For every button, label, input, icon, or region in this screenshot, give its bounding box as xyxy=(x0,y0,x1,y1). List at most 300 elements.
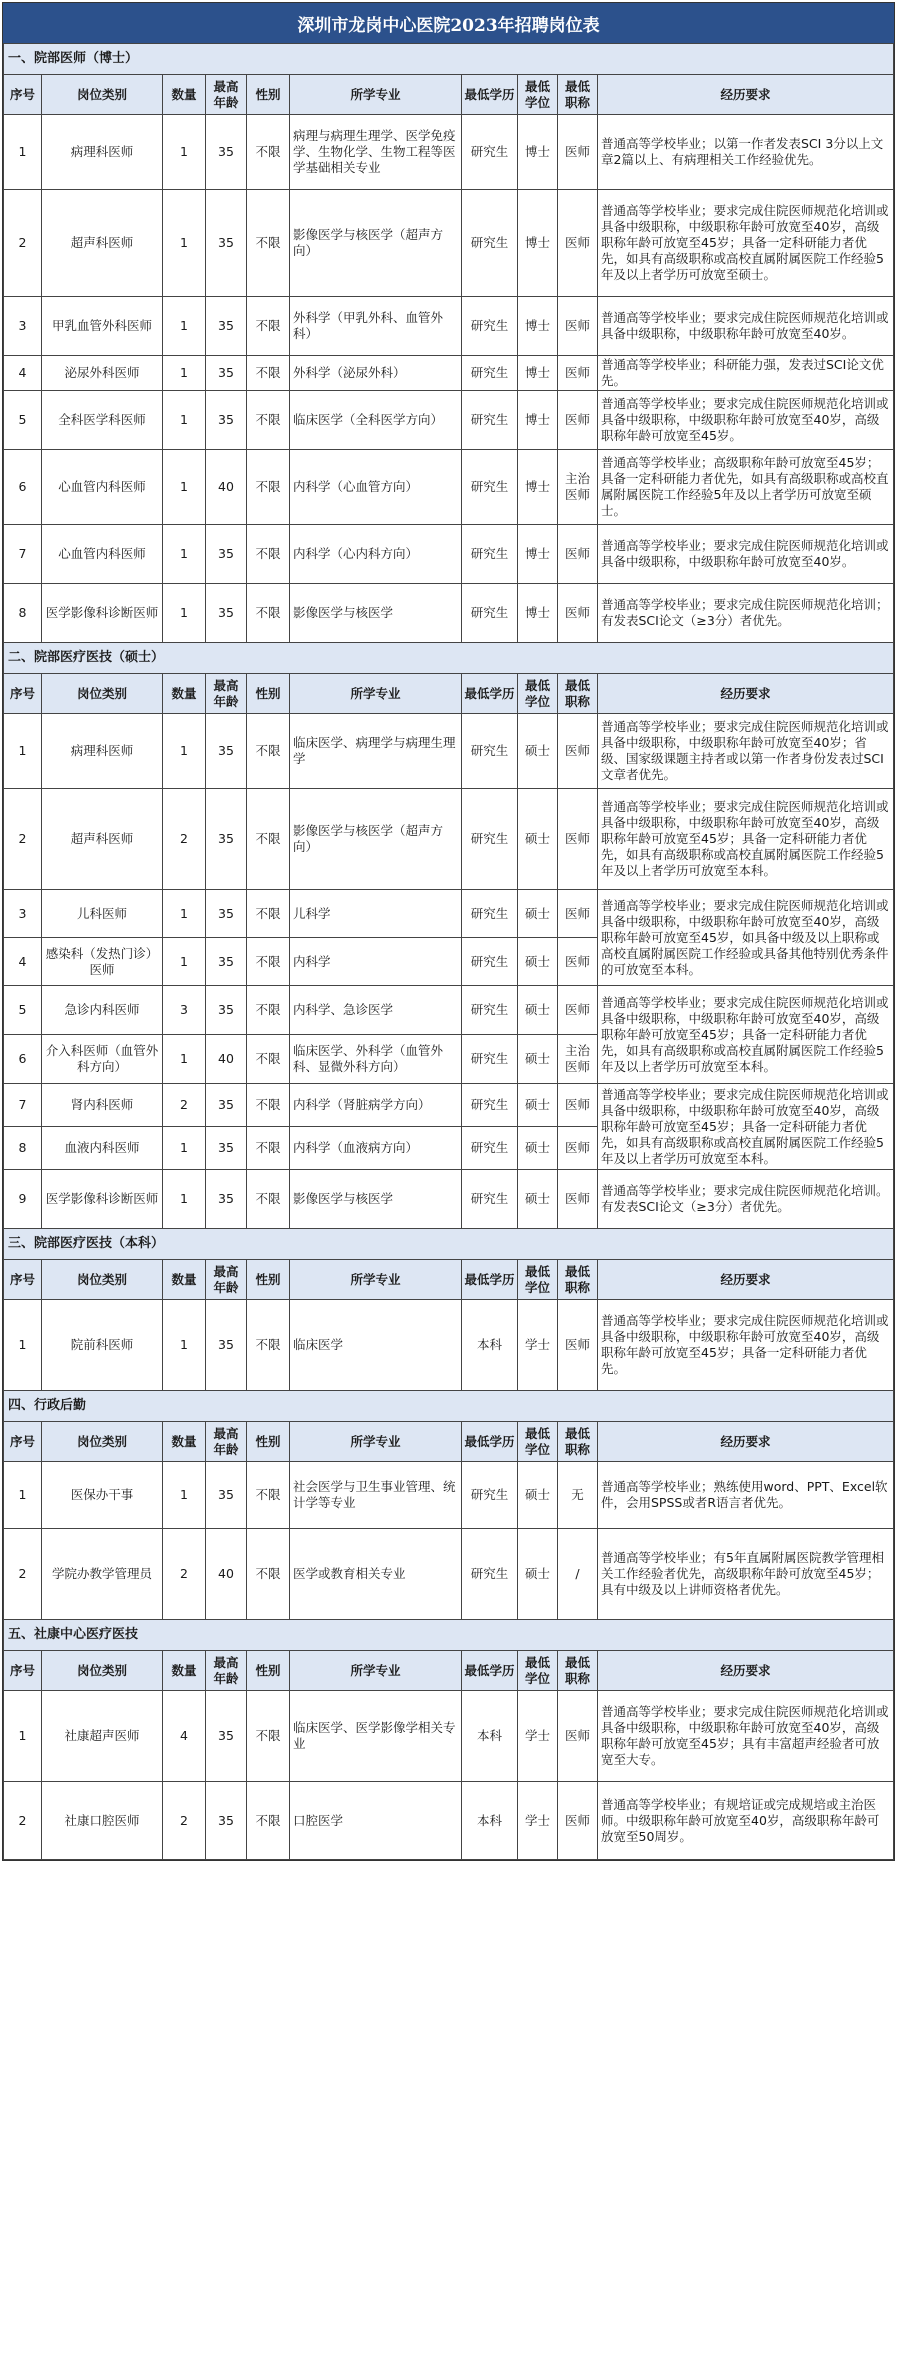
job-count: 3 xyxy=(163,986,206,1035)
gender: 不限 xyxy=(247,1529,290,1620)
min-education: 研究生 xyxy=(462,986,518,1035)
gender: 不限 xyxy=(247,297,290,356)
min-education: 研究生 xyxy=(462,391,518,450)
header-count: 数量 xyxy=(163,1422,206,1462)
table-row xyxy=(4,714,894,789)
recruitment-document xyxy=(2,2,895,1861)
section-title: 一、院部医师（博士） xyxy=(4,44,894,75)
max-age: 35 xyxy=(206,1170,247,1229)
header-number: 序号 xyxy=(4,75,42,115)
min-education: 研究生 xyxy=(462,297,518,356)
job-count: 1 xyxy=(163,890,206,938)
min-education: 研究生 xyxy=(462,584,518,643)
job-count: 2 xyxy=(163,789,206,890)
max-age: 35 xyxy=(206,1127,247,1170)
job-category: 心血管内科医师 xyxy=(42,450,163,525)
min-degree: 硕士 xyxy=(518,1462,558,1529)
header-education: 最低学历 xyxy=(462,1260,518,1300)
gender: 不限 xyxy=(247,450,290,525)
min-education: 研究生 xyxy=(462,1170,518,1229)
row-number: 2 xyxy=(4,1529,42,1620)
major: 内科学（血液病方向） xyxy=(290,1127,462,1170)
job-category: 全科医学科医师 xyxy=(42,391,163,450)
max-age: 35 xyxy=(206,584,247,643)
header-max-age: 最高年龄 xyxy=(206,1422,247,1462)
min-title: 主治医师 xyxy=(558,1035,598,1084)
table-row xyxy=(4,190,894,297)
job-category: 心血管内科医师 xyxy=(42,525,163,584)
header-major: 所学专业 xyxy=(290,75,462,115)
major: 内科学（肾脏病学方向） xyxy=(290,1084,462,1127)
experience-requirement: 普通高等学校毕业；高级职称年龄可放宽至45岁；具备一定科研能力者优先，如具有高级职称或高校直属附属医院工作经验5年及以上者学历可放宽至硕士。 xyxy=(598,450,894,525)
max-age: 35 xyxy=(206,1462,247,1529)
gender: 不限 xyxy=(247,391,290,450)
header-max-age: 最高年龄 xyxy=(206,674,247,714)
min-degree: 硕士 xyxy=(518,714,558,789)
header-education: 最低学历 xyxy=(462,1651,518,1691)
min-title: 医师 xyxy=(558,938,598,986)
header-degree: 最低学位 xyxy=(518,1651,558,1691)
min-degree: 硕士 xyxy=(518,1084,558,1127)
experience-requirement: 普通高等学校毕业；要求完成住院医师规范化培训或具备中级职称，中级职称年龄可放宽至40岁，高级职称年龄可放宽至45岁；具备一定科研能力者优先，如具有高级职称或高校直属附属医院工作经验5年及以上者学历可放宽至硕士。 xyxy=(598,190,894,297)
section-title: 三、院部医疗医技（本科） xyxy=(4,1229,894,1260)
section-title: 四、行政后勤 xyxy=(4,1391,894,1422)
row-number: 3 xyxy=(4,890,42,938)
max-age: 35 xyxy=(206,1782,247,1860)
min-degree: 硕士 xyxy=(518,1170,558,1229)
job-category: 超声科医师 xyxy=(42,190,163,297)
major: 临床医学、病理学与病理生理学 xyxy=(290,714,462,789)
major: 内科学、急诊医学 xyxy=(290,986,462,1035)
job-count: 1 xyxy=(163,938,206,986)
min-title: / xyxy=(558,1529,598,1620)
header-requirements: 经历要求 xyxy=(598,674,894,714)
job-category: 病理科医师 xyxy=(42,115,163,190)
row-number: 9 xyxy=(4,1170,42,1229)
header-job-category: 岗位类别 xyxy=(42,674,163,714)
min-title: 医师 xyxy=(558,356,598,391)
section-title: 五、社康中心医疗医技 xyxy=(4,1620,894,1651)
max-age: 35 xyxy=(206,356,247,391)
header-requirements: 经历要求 xyxy=(598,1651,894,1691)
gender: 不限 xyxy=(247,190,290,297)
row-number: 2 xyxy=(4,789,42,890)
table-row xyxy=(4,584,894,643)
row-number: 3 xyxy=(4,297,42,356)
min-degree: 博士 xyxy=(518,525,558,584)
min-title: 医师 xyxy=(558,890,598,938)
gender: 不限 xyxy=(247,525,290,584)
job-count: 4 xyxy=(163,1691,206,1782)
min-degree: 硕士 xyxy=(518,1127,558,1170)
experience-requirement: 普通高等学校毕业；有5年直属附属医院教学管理相关工作经验者优先，高级职称年龄可放宽至45岁；具有中级及以上讲师资格者优先。 xyxy=(598,1529,894,1620)
row-number: 1 xyxy=(4,714,42,789)
gender: 不限 xyxy=(247,1170,290,1229)
min-degree: 硕士 xyxy=(518,890,558,938)
min-degree: 博士 xyxy=(518,356,558,391)
min-education: 研究生 xyxy=(462,115,518,190)
row-number: 8 xyxy=(4,1127,42,1170)
table-row xyxy=(4,1782,894,1860)
max-age: 35 xyxy=(206,789,247,890)
gender: 不限 xyxy=(247,1691,290,1782)
job-count: 1 xyxy=(163,584,206,643)
job-category: 超声科医师 xyxy=(42,789,163,890)
header-max-age: 最高年龄 xyxy=(206,1260,247,1300)
min-degree: 学士 xyxy=(518,1782,558,1860)
header-title: 最低职称 xyxy=(558,674,598,714)
table-row xyxy=(4,789,894,890)
job-count: 1 xyxy=(163,297,206,356)
header-title: 最低职称 xyxy=(558,1651,598,1691)
min-degree: 博士 xyxy=(518,297,558,356)
min-degree: 硕士 xyxy=(518,986,558,1035)
section-header xyxy=(4,1620,894,1651)
min-education: 研究生 xyxy=(462,525,518,584)
min-title: 医师 xyxy=(558,115,598,190)
major: 内科学（心内科方向） xyxy=(290,525,462,584)
job-count: 1 xyxy=(163,190,206,297)
experience-requirement: 普通高等学校毕业；要求完成住院医师规范化培训或具备中级职称，中级职称年龄可放宽至40岁，高级职称年龄可放宽至45岁；具有丰富超声经验者可放宽至大专。 xyxy=(598,1691,894,1782)
max-age: 35 xyxy=(206,525,247,584)
row-number: 1 xyxy=(4,1691,42,1782)
table-row xyxy=(4,1462,894,1529)
row-number: 4 xyxy=(4,356,42,391)
min-education: 研究生 xyxy=(462,890,518,938)
section-header xyxy=(4,44,894,75)
experience-requirement: 普通高等学校毕业；熟练使用word、PPT、Excel软件，会用SPSS或者R语言者优先。 xyxy=(598,1462,894,1529)
header-degree: 最低学位 xyxy=(518,1260,558,1300)
min-education: 研究生 xyxy=(462,714,518,789)
min-degree: 博士 xyxy=(518,450,558,525)
min-title: 主治医师 xyxy=(558,450,598,525)
min-degree: 博士 xyxy=(518,115,558,190)
max-age: 35 xyxy=(206,391,247,450)
row-number: 6 xyxy=(4,450,42,525)
min-degree: 硕士 xyxy=(518,789,558,890)
min-title: 医师 xyxy=(558,1170,598,1229)
header-major: 所学专业 xyxy=(290,1260,462,1300)
min-education: 研究生 xyxy=(462,938,518,986)
experience-requirement: 普通高等学校毕业；要求完成住院医师规范化培训或具备中级职称，中级职称年龄可放宽至40岁，高级职称年龄可放宽至45岁；具备一定科研能力者优先，如具有高级职称或高校直属附属医院工作经验5年及以上者学历可放宽至本科。 xyxy=(598,789,894,890)
document-title: 深圳市龙岗中心医院2023年招聘岗位表 xyxy=(3,3,894,43)
header-education: 最低学历 xyxy=(462,674,518,714)
experience-requirement: 普通高等学校毕业；要求完成住院医师规范化培训或具备中级职称，中级职称年龄可放宽至40岁，高级职称年龄可放宽至45岁，如具备中级及以上职称或高校直属附属医院工作经验或具备其他特别优秀条件的可放宽至本科。 xyxy=(598,890,894,986)
max-age: 35 xyxy=(206,890,247,938)
header-count: 数量 xyxy=(163,674,206,714)
table-row xyxy=(4,115,894,190)
section-header xyxy=(4,643,894,674)
table-row xyxy=(4,391,894,450)
min-title: 医师 xyxy=(558,297,598,356)
job-count: 1 xyxy=(163,450,206,525)
job-category: 医保办干事 xyxy=(42,1462,163,1529)
row-number: 1 xyxy=(4,1300,42,1391)
gender: 不限 xyxy=(247,986,290,1035)
min-title: 医师 xyxy=(558,789,598,890)
major: 外科学（泌尿外科） xyxy=(290,356,462,391)
job-count: 1 xyxy=(163,391,206,450)
major: 口腔医学 xyxy=(290,1782,462,1860)
major: 临床医学、外科学（血管外科、显微外科方向） xyxy=(290,1035,462,1084)
header-title: 最低职称 xyxy=(558,75,598,115)
header-number: 序号 xyxy=(4,1651,42,1691)
job-table xyxy=(3,43,894,1860)
row-number: 7 xyxy=(4,1084,42,1127)
gender: 不限 xyxy=(247,1462,290,1529)
min-degree: 硕士 xyxy=(518,1035,558,1084)
job-count: 1 xyxy=(163,356,206,391)
header-gender: 性别 xyxy=(247,1651,290,1691)
row-number: 7 xyxy=(4,525,42,584)
job-category: 肾内科医师 xyxy=(42,1084,163,1127)
row-number: 2 xyxy=(4,1782,42,1860)
job-category: 病理科医师 xyxy=(42,714,163,789)
job-category: 甲乳血管外科医师 xyxy=(42,297,163,356)
major: 医学或教育相关专业 xyxy=(290,1529,462,1620)
experience-requirement: 普通高等学校毕业；要求完成住院医师规范化培训；有发表SCI论文（≥3分）者优先。 xyxy=(598,584,894,643)
table-row xyxy=(4,1170,894,1229)
header-gender: 性别 xyxy=(247,75,290,115)
header-gender: 性别 xyxy=(247,1422,290,1462)
gender: 不限 xyxy=(247,1084,290,1127)
header-job-category: 岗位类别 xyxy=(42,75,163,115)
header-requirements: 经历要求 xyxy=(598,1422,894,1462)
gender: 不限 xyxy=(247,714,290,789)
min-title: 医师 xyxy=(558,1782,598,1860)
row-number: 5 xyxy=(4,391,42,450)
job-category: 儿科医师 xyxy=(42,890,163,938)
job-count: 1 xyxy=(163,1035,206,1084)
header-number: 序号 xyxy=(4,1422,42,1462)
major: 影像医学与核医学（超声方向） xyxy=(290,789,462,890)
min-education: 本科 xyxy=(462,1782,518,1860)
job-category: 社康超声医师 xyxy=(42,1691,163,1782)
table-row xyxy=(4,1691,894,1782)
experience-requirement: 普通高等学校毕业；科研能力强，发表过SCI论文优先。 xyxy=(598,356,894,391)
table-row xyxy=(4,890,894,938)
experience-requirement: 普通高等学校毕业；要求完成住院医师规范化培训或具备中级职称，中级职称年龄可放宽至40岁，高级职称年龄可放宽至45岁；具备一定科研能力者优先，如具有高级职称或高校直属附属医院工作经验5年及以上者学历可放宽至本科。 xyxy=(598,986,894,1084)
header-education: 最低学历 xyxy=(462,75,518,115)
min-education: 本科 xyxy=(462,1300,518,1391)
min-degree: 博士 xyxy=(518,391,558,450)
header-job-category: 岗位类别 xyxy=(42,1651,163,1691)
header-count: 数量 xyxy=(163,1651,206,1691)
major: 内科学 xyxy=(290,938,462,986)
gender: 不限 xyxy=(247,356,290,391)
gender: 不限 xyxy=(247,584,290,643)
max-age: 35 xyxy=(206,938,247,986)
min-education: 本科 xyxy=(462,1691,518,1782)
max-age: 35 xyxy=(206,297,247,356)
header-job-category: 岗位类别 xyxy=(42,1422,163,1462)
min-title: 医师 xyxy=(558,190,598,297)
min-title: 医师 xyxy=(558,525,598,584)
job-category: 医学影像科诊断医师 xyxy=(42,584,163,643)
job-category: 泌尿外科医师 xyxy=(42,356,163,391)
section-header xyxy=(4,1229,894,1260)
header-major: 所学专业 xyxy=(290,1422,462,1462)
header-max-age: 最高年龄 xyxy=(206,1651,247,1691)
job-count: 2 xyxy=(163,1084,206,1127)
max-age: 40 xyxy=(206,450,247,525)
job-count: 1 xyxy=(163,1462,206,1529)
gender: 不限 xyxy=(247,789,290,890)
row-number: 1 xyxy=(4,115,42,190)
experience-requirement: 普通高等学校毕业；要求完成住院医师规范化培训。有发表SCI论文（≥3分）者优先。 xyxy=(598,1170,894,1229)
header-degree: 最低学位 xyxy=(518,75,558,115)
job-count: 1 xyxy=(163,115,206,190)
max-age: 35 xyxy=(206,1691,247,1782)
table-row xyxy=(4,525,894,584)
header-count: 数量 xyxy=(163,75,206,115)
min-title: 医师 xyxy=(558,584,598,643)
min-degree: 硕士 xyxy=(518,938,558,986)
header-requirements: 经历要求 xyxy=(598,75,894,115)
header-gender: 性别 xyxy=(247,674,290,714)
major: 影像医学与核医学（超声方向） xyxy=(290,190,462,297)
header-title: 最低职称 xyxy=(558,1260,598,1300)
job-category: 社康口腔医师 xyxy=(42,1782,163,1860)
job-category: 医学影像科诊断医师 xyxy=(42,1170,163,1229)
min-degree: 博士 xyxy=(518,584,558,643)
max-age: 40 xyxy=(206,1529,247,1620)
min-degree: 学士 xyxy=(518,1691,558,1782)
header-number: 序号 xyxy=(4,674,42,714)
row-number: 8 xyxy=(4,584,42,643)
max-age: 40 xyxy=(206,1035,247,1084)
experience-requirement: 普通高等学校毕业；要求完成住院医师规范化培训或具备中级职称，中级职称年龄可放宽至40岁。 xyxy=(598,297,894,356)
gender: 不限 xyxy=(247,1300,290,1391)
header-requirements: 经历要求 xyxy=(598,1260,894,1300)
min-education: 研究生 xyxy=(462,1529,518,1620)
gender: 不限 xyxy=(247,938,290,986)
min-education: 研究生 xyxy=(462,1035,518,1084)
max-age: 35 xyxy=(206,986,247,1035)
header-major: 所学专业 xyxy=(290,1651,462,1691)
table-row xyxy=(4,1300,894,1391)
min-education: 研究生 xyxy=(462,450,518,525)
row-number: 2 xyxy=(4,190,42,297)
header-education: 最低学历 xyxy=(462,1422,518,1462)
min-title: 医师 xyxy=(558,1300,598,1391)
row-number: 1 xyxy=(4,1462,42,1529)
table-row xyxy=(4,986,894,1035)
gender: 不限 xyxy=(247,1127,290,1170)
job-category: 感染科（发热门诊）医师 xyxy=(42,938,163,986)
max-age: 35 xyxy=(206,714,247,789)
row-number: 5 xyxy=(4,986,42,1035)
min-education: 研究生 xyxy=(462,789,518,890)
job-count: 1 xyxy=(163,1127,206,1170)
min-degree: 学士 xyxy=(518,1300,558,1391)
job-category: 院前科医师 xyxy=(42,1300,163,1391)
job-category: 急诊内科医师 xyxy=(42,986,163,1035)
gender: 不限 xyxy=(247,1035,290,1084)
major: 内科学（心血管方向） xyxy=(290,450,462,525)
min-title: 医师 xyxy=(558,1691,598,1782)
major: 临床医学 xyxy=(290,1300,462,1391)
max-age: 35 xyxy=(206,115,247,190)
major: 影像医学与核医学 xyxy=(290,584,462,643)
min-title: 医师 xyxy=(558,1084,598,1127)
header-title: 最低职称 xyxy=(558,1422,598,1462)
min-title: 医师 xyxy=(558,1127,598,1170)
experience-requirement: 普通高等学校毕业；以第一作者发表SCI 3分以上文章2篇以上、有病理相关工作经验优先。 xyxy=(598,115,894,190)
header-degree: 最低学位 xyxy=(518,674,558,714)
table-row xyxy=(4,356,894,391)
header-job-category: 岗位类别 xyxy=(42,1260,163,1300)
table-row xyxy=(4,450,894,525)
row-number: 6 xyxy=(4,1035,42,1084)
max-age: 35 xyxy=(206,1300,247,1391)
experience-requirement: 普通高等学校毕业；要求完成住院医师规范化培训或具备中级职称，中级职称年龄可放宽至40岁，高级职称年龄可放宽至45岁；具备一定科研能力者优先。 xyxy=(598,1300,894,1391)
header-gender: 性别 xyxy=(247,1260,290,1300)
section-header xyxy=(4,1391,894,1422)
table-header-row xyxy=(4,1422,894,1462)
job-count: 1 xyxy=(163,525,206,584)
experience-requirement: 普通高等学校毕业；要求完成住院医师规范化培训或具备中级职称，中级职称年龄可放宽至40岁，高级职称年龄可放宽至45岁；具备一定科研能力者优先，如具有高级职称或高校直属附属医院工作经验5年及以上者学历可放宽至本科。 xyxy=(598,1084,894,1170)
header-major: 所学专业 xyxy=(290,674,462,714)
header-count: 数量 xyxy=(163,1260,206,1300)
major: 外科学（甲乳外科、血管外科） xyxy=(290,297,462,356)
min-education: 研究生 xyxy=(462,1127,518,1170)
job-count: 1 xyxy=(163,1300,206,1391)
min-degree: 硕士 xyxy=(518,1529,558,1620)
min-title: 医师 xyxy=(558,986,598,1035)
header-max-age: 最高年龄 xyxy=(206,75,247,115)
major: 临床医学、医学影像学相关专业 xyxy=(290,1691,462,1782)
min-education: 研究生 xyxy=(462,190,518,297)
table-header-row xyxy=(4,674,894,714)
table-header-row xyxy=(4,1651,894,1691)
gender: 不限 xyxy=(247,1782,290,1860)
row-number: 4 xyxy=(4,938,42,986)
job-category: 血液内科医师 xyxy=(42,1127,163,1170)
table-row xyxy=(4,297,894,356)
major: 病理与病理生理学、医学免疫学、生物化学、生物工程等医学基础相关专业 xyxy=(290,115,462,190)
table-row xyxy=(4,1084,894,1127)
major: 社会医学与卫生事业管理、统计学等专业 xyxy=(290,1462,462,1529)
min-education: 研究生 xyxy=(462,356,518,391)
min-title: 医师 xyxy=(558,714,598,789)
min-title: 无 xyxy=(558,1462,598,1529)
major: 临床医学（全科医学方向） xyxy=(290,391,462,450)
gender: 不限 xyxy=(247,115,290,190)
job-category: 介入科医师（血管外科方向） xyxy=(42,1035,163,1084)
major: 影像医学与核医学 xyxy=(290,1170,462,1229)
gender: 不限 xyxy=(247,890,290,938)
min-education: 研究生 xyxy=(462,1084,518,1127)
major: 儿科学 xyxy=(290,890,462,938)
experience-requirement: 普通高等学校毕业；要求完成住院医师规范化培训或具备中级职称，中级职称年龄可放宽至40岁。 xyxy=(598,525,894,584)
min-education: 研究生 xyxy=(462,1462,518,1529)
header-number: 序号 xyxy=(4,1260,42,1300)
job-category: 学院办教学管理员 xyxy=(42,1529,163,1620)
table-header-row xyxy=(4,1260,894,1300)
max-age: 35 xyxy=(206,190,247,297)
experience-requirement: 普通高等学校毕业；有规培证或完成规培或主治医师。中级职称年龄可放宽至40岁，高级职称年龄可放宽至50周岁。 xyxy=(598,1782,894,1860)
experience-requirement: 普通高等学校毕业；要求完成住院医师规范化培训或具备中级职称，中级职称年龄可放宽至40岁；省级、国家级课题主持者或以第一作者身份发表过SCI文章者优先。 xyxy=(598,714,894,789)
table-row xyxy=(4,1529,894,1620)
job-count: 2 xyxy=(163,1782,206,1860)
job-count: 1 xyxy=(163,1170,206,1229)
min-degree: 博士 xyxy=(518,190,558,297)
min-title: 医师 xyxy=(558,391,598,450)
section-title: 二、院部医疗医技（硕士） xyxy=(4,643,894,674)
max-age: 35 xyxy=(206,1084,247,1127)
table-header-row xyxy=(4,75,894,115)
